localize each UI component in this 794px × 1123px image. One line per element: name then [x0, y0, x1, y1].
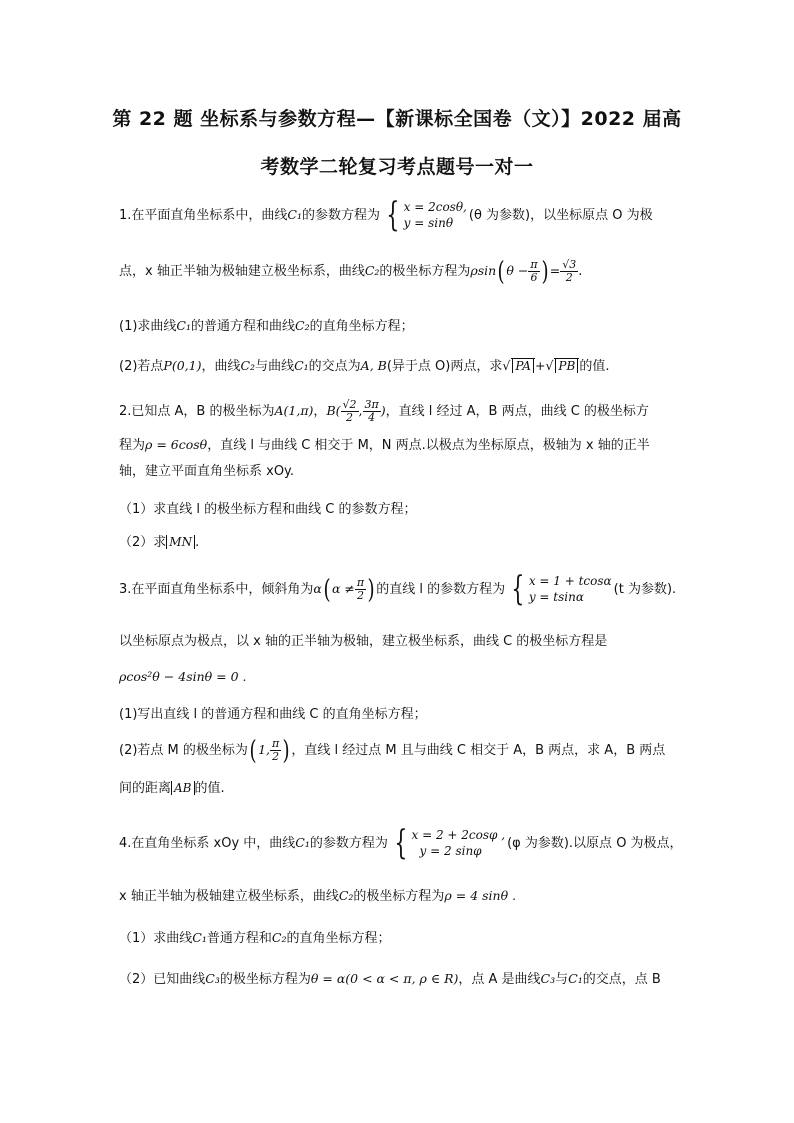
- q1-param-system: { x = 2cosθ, y = sinθ: [386, 195, 467, 236]
- q4-part-1: （1）求曲线C₁普通方程和C₂的直角坐标方程；: [119, 930, 391, 946]
- q4-line-2: x 轴正半轴为极轴建立极坐标系，曲线C₂的极坐标方程为ρ = 4 sinθ .: [119, 888, 517, 904]
- q3-part-1: (1)写出直线 l 的普通方程和曲线 C 的直角坐标方程；: [119, 707, 427, 722]
- q4-line-1: 4.在直角坐标系 xOy 中，曲线C₁的参数方程为 { x = 2 + 2cosφ , y = 2 sinφ (φ 为参数).以原点 O 为极点，: [119, 823, 683, 864]
- q3-part-2: (2)若点 M 的极坐标为( 1, $\frac{\pi}{2}$ ) ，直线 l 经过点 M 且与曲线 C 相交于 A，B 两点，求 A，B 两点: [119, 735, 666, 766]
- q1-line-2: 点，x 轴正半轴为极轴建立极坐标系，曲线C₂的极坐标方程为ρsin( θ − $\frac{\pi}{6}$ ) = $\frac{√3}{2}$ .: [119, 256, 583, 287]
- q2-line-1: 2.已知点 A，B 的极坐标为A(1,π)，B( $\frac{√2}{2}$ , $\frac{3\pi}{4}$ )，直线 l 经过 A，B 两点，曲线 C 的极坐标方: [119, 398, 649, 424]
- page-title-line-2: 考数学二轮复习考点题号一对一: [260, 156, 534, 178]
- q3-part-2-cont: 间的距离 AB 的值.: [119, 781, 225, 796]
- q2-line-3: 轴，建立平面直角坐标系 xOy.: [119, 464, 295, 479]
- page-title-line-1: 第 22 题 坐标系与参数方程—【新课标全国卷（文）】2022 届高: [112, 108, 682, 130]
- q2-part-1: （1）求直线 l 的极坐标方程和曲线 C 的参数方程；: [119, 502, 417, 517]
- q1-line-1: 1.在平面直角坐标系中，曲线C₁的参数方程为 { x = 2cosθ, y = sinθ (θ 为参数)，以坐标原点 O 为极: [119, 195, 653, 236]
- q3-line-2: 以坐标原点为极点，以 x 轴的正半轴为极轴，建立极坐标系，曲线 C 的极坐标方程是: [119, 634, 608, 649]
- q3-polar-equation: ρcos²θ − 4sinθ = 0 .: [119, 669, 247, 684]
- q3-line-1: 3.在平面直角坐标系中，倾斜角为α( α ≠ $\frac{\pi}{2}$ ) 的直线 l 的参数方程为 { x = 1 + tcosα y = tsinα (t 为参数).: [119, 569, 677, 610]
- q4-part-2: （2）已知曲线C₃的极坐标方程为θ = α(0 < α < π, ρ ∈ R)，点 A 是曲线C₃与C₁的交点，点 B: [119, 971, 661, 987]
- q2-line-2: 程为ρ = 6cosθ，直线 l 与曲线 C 相交于 M，N 两点.以极点为坐标原点，极轴为 x 轴的正半: [119, 437, 650, 453]
- q1-part-2: (2)若点P(0,1)，曲线C₂与曲线C₁的交点为A, B(异于点 O)两点，求√ PA +√ PB 的值.: [119, 358, 610, 374]
- q1-part-1: (1)求曲线C₁的普通方程和曲线C₂的直角坐标方程；: [119, 318, 414, 334]
- q1-polar-equation: ρsin: [470, 263, 497, 278]
- q2-part-2: （2）求 MN .: [119, 535, 200, 550]
